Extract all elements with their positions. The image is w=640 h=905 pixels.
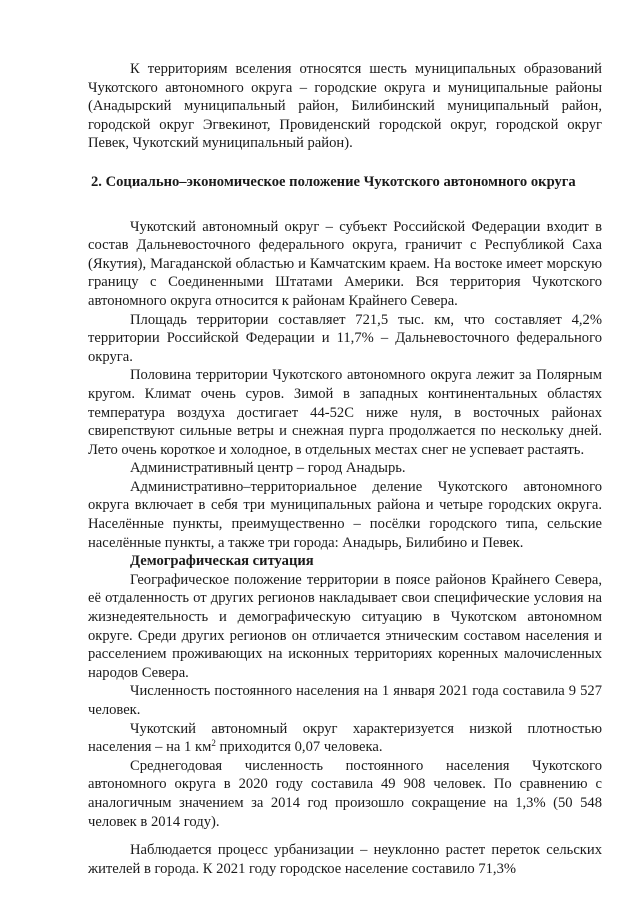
paragraph-area: Площадь территории составляет 721,5 тыс. км, что составляет 4,2% территории Российской Федерации и 11,7% – Дальневосточного федерального округа. <box>88 311 602 365</box>
paragraph-density <box>88 720 602 757</box>
density-text: Чукотский автономный округ характеризуется низкой плотностью населения – на 1 км <box>88 720 602 756</box>
paragraph-territories: К территориям вселения относятся шесть муниципальных образований Чукотского автономного округа – городские округа и муниципальные районы (Анадырский муниципальный район, Билибинский муниципальный район, городской округ Эгвекинот, Провиденский городской округ, городской округ Певек, Чукотский муниципальный район). <box>88 61 602 152</box>
section-heading: 2. Социально–экономическое положение Чукотского автономного округа <box>91 173 576 190</box>
paragraph-urbanization: Наблюдается процесс урбанизации – неуклонно растет переток сельских жителей в города. К 2021 году городское население составило 71,3% <box>88 842 602 877</box>
paragraph-climate: Половина территории Чукотского автономного округа лежит за Полярным кругом. Климат очень суров. Зимой в западных континентальных областях температура воздуха достигает 44-52С ниже нуля, в восточных районах свирепствуют сильные ветры и снежная пурга продолжается по нескольку дней. Лето очень короткое и холодное, в отдельных местах снег не успевает растаять. <box>88 367 602 458</box>
demographic-heading: Демографическая ситуация <box>130 553 314 570</box>
document-page <box>88 60 602 878</box>
paragraph-geography: Географическое положение территории в поясе районов Крайнего Севера, её отдаленность от других регионов накладывает свои специфические условия на жизнедеятельность и демографическую ситуацию в Чукотском автономном округе. Среди других регионов он отличается этническим составом населения и расселением проживающих на исконных территориях коренных малочисленных народов Севера. <box>88 571 602 681</box>
paragraph-region-overview: Чукотский автономный округ – субъект Российской Федерации входит в состав Дальневосточного федерального округа, граничит с Республикой Саха (Якутия), Магаданской областью и Камчатским краем. На востоке имеет морскую границу с Соединенными Штатами Америки. Вся территория Чукотского автономного округа относится к районам Крайнего Севера. <box>88 218 602 309</box>
paragraph-admin-center: Административный центр – город Анадырь. <box>130 460 406 477</box>
paragraph-admin-division: Административно–территориальное деление Чукотского автономного округа включает в себя три муниципальных района и четыре городских округа. Населённые пункты, преимущественно – посёлки городского типа, сельские населённые пункты, а также три города: Анадырь, Билибино и Певек. <box>88 478 602 551</box>
density-text-end: приходится 0,07 человека. <box>215 739 383 756</box>
paragraph-average-population: Среднегодовая численность постоянного населения Чукотского автономного округа в 2020 году составила 49 908 человек. По сравнению с аналогичным значением за 2014 год произошло сокращение на 1,3% (50 548 человек в 2014 году). <box>88 757 602 830</box>
density-superscript: 2 <box>211 738 216 749</box>
paragraph-population: Численность постоянного населения на 1 января 2021 года составила 9 527 человек. <box>88 683 602 718</box>
